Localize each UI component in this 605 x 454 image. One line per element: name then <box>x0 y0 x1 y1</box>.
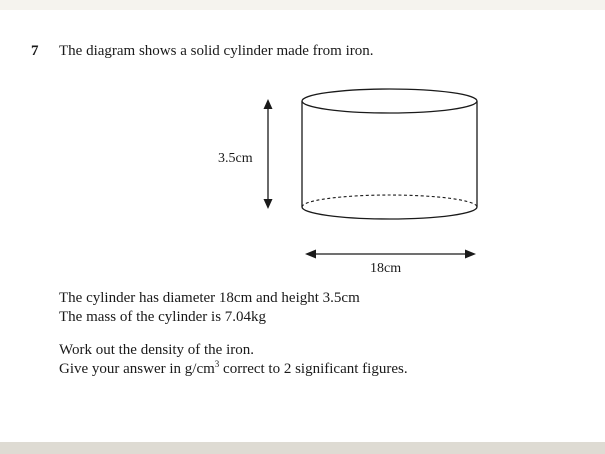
cylinder-bottom-edge <box>302 207 477 219</box>
cylinder-dimensions-text: The cylinder has diameter 18cm and height 3.5cm <box>59 290 360 306</box>
diameter-label: 18cm <box>370 261 402 276</box>
diameter-dimension-arrow <box>305 250 476 259</box>
task-instruction: Work out the density of the iron. <box>59 342 255 358</box>
cylinder-top-face <box>302 89 477 113</box>
height-label: 3.5cm <box>218 151 253 166</box>
question-intro: The diagram shows a solid cylinder made from iron. <box>59 43 374 59</box>
cylinder-mass-text: The mass of the cylinder is 7.04kg <box>59 309 267 325</box>
answer-format-instruction <box>59 361 408 378</box>
cylinder-hidden-edge <box>302 195 477 207</box>
answer-format-suffix: correct to 2 significant figures. <box>219 361 408 377</box>
height-dimension-arrow <box>264 99 273 209</box>
answer-format-prefix: Give your answer in g/cm <box>59 361 215 377</box>
question-number: 7 <box>31 43 39 59</box>
cubic-superscript: 3 <box>214 359 220 369</box>
cylinder <box>302 89 477 219</box>
